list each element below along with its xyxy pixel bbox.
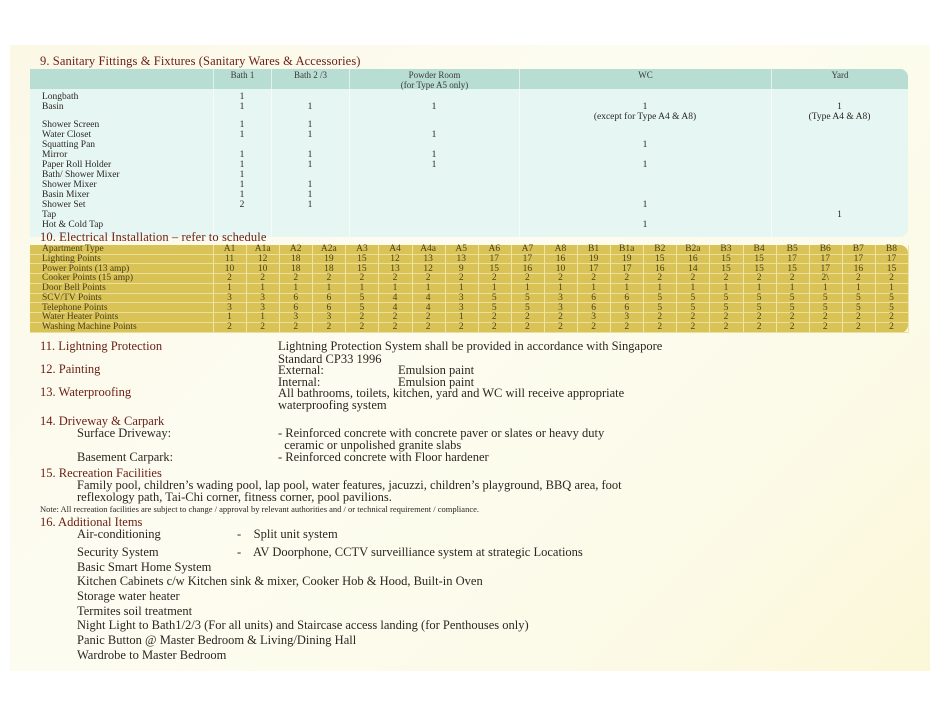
electrical-value-cell: 5 [657, 292, 663, 303]
additional-heading: 16. Additional Items [40, 515, 143, 529]
electrical-value-cell: 1 [359, 283, 365, 293]
electrical-value-cell: 9 [458, 263, 464, 274]
sanitary-row [30, 160, 908, 170]
electrical-value-cell: 2 [359, 273, 365, 284]
sanitary-row-label: Paper Roll Holder [42, 160, 112, 170]
electrical-value-cell: 5 [359, 302, 365, 313]
electrical-value-cell: 2 [822, 312, 828, 323]
electrical-value-cell: 17 [886, 253, 897, 264]
sanitary-cell-yard: 1 [837, 210, 842, 220]
sanitary-cell-bath23: 1 [307, 200, 313, 210]
sanitary-row [30, 102, 908, 122]
basement-carpark-value: - Reinforced concrete with Floor hardener [278, 450, 489, 464]
electrical-value-cell: 3 [558, 302, 563, 313]
electrical-value-cell: 17 [820, 253, 830, 264]
surface-driveway-line-1: - Reinforced concrete with concrete paver or slates or heavy duty [278, 426, 605, 440]
electrical-value-cell: 1 [525, 283, 530, 293]
sanitary-row-label: Basin [42, 102, 64, 112]
electrical-value-cell: 2 [624, 273, 630, 284]
waterproofing-heading: 13. Waterproofing [40, 385, 132, 399]
electrical-value-cell: 5 [491, 302, 497, 313]
electrical-value-cell: 2 [326, 273, 332, 284]
col-header-powder-room: Powder Room (for Type A5 only) [349, 69, 519, 89]
electrical-value-cell: 5 [855, 292, 861, 303]
electrical-row-label: SCV/TV Points [42, 292, 102, 303]
electrical-value-cell: 5 [723, 292, 729, 303]
electrical-value-cell: 2 [855, 322, 861, 332]
electrical-value-cell: 5 [690, 302, 696, 313]
col-header-bath23: Bath 2 /3 [271, 69, 349, 89]
electrical-value-cell: 5 [855, 302, 861, 313]
electrical-value-cell: 3 [624, 312, 630, 323]
electrical-value-cell: 3 [227, 292, 232, 303]
electrical-value-cell: 2 [525, 322, 530, 332]
apartment-type-cell: A1a [254, 244, 271, 254]
electrical-value-cell: 1 [491, 283, 497, 293]
sanitary-cell-powder: 1 [431, 130, 437, 140]
electrical-value-cell: 4 [425, 302, 431, 313]
additional-item: Storage water heater [77, 589, 180, 603]
electrical-value-cell: 1 [889, 283, 894, 293]
sanitary-cell-bath1: 2 [239, 200, 245, 210]
sanitary-cell-wc: 1 [642, 140, 648, 150]
electrical-value-cell: 2 [822, 322, 828, 332]
additional-item: Termites soil treatment [77, 604, 193, 618]
electrical-value-cell: 1 [293, 283, 299, 293]
electrical-value-cell: 19 [621, 253, 632, 264]
electrical-value-cell: 5 [690, 292, 696, 303]
apartment-type-cell: B8 [885, 244, 897, 254]
electrical-value-cell: 17 [489, 253, 500, 264]
electrical-value-cell: 4 [392, 302, 398, 313]
electrical-value-cell: 18 [324, 263, 334, 274]
electrical-value-cell: 15 [721, 263, 731, 274]
electrical-value-cell: 15 [721, 253, 731, 264]
sanitary-cell-bath23: 1 [307, 150, 313, 160]
electrical-value-cell: 2 [558, 312, 563, 323]
electrical-value-cell: 2 [425, 322, 431, 332]
electrical-value-cell: 15 [489, 263, 500, 274]
electrical-value-cell: 2 [789, 322, 795, 332]
electrical-value-cell: 3 [260, 302, 266, 313]
electrical-value-cell: 2 [723, 312, 729, 323]
electrical-value-cell: 13 [390, 263, 400, 274]
apartment-type-cell: B7 [852, 244, 864, 254]
sanitary-row-label: Bath/ Shower Mixer [42, 170, 120, 180]
electrical-value-cell: 2 [359, 312, 365, 323]
electrical-value-cell: 2 [227, 273, 232, 284]
lightning-line-1: Lightning Protection System shall be provided in accordance with Singapore [278, 339, 663, 353]
electrical-value-cell: 2 [525, 312, 530, 323]
electrical-value-cell: 4 [392, 292, 398, 303]
sanitary-row [30, 140, 908, 150]
electrical-value-cell: 5 [491, 292, 497, 303]
waterproofing-line-2: waterproofing system [278, 398, 387, 412]
sanitary-cell-bath1: 1 [239, 180, 245, 190]
electrical-row-label: Water Heater Points [42, 312, 119, 323]
electrical-value-cell: 1 [260, 312, 266, 323]
electrical-value-cell: 2 [855, 312, 861, 323]
electrical-value-cell: 10 [257, 263, 268, 274]
electrical-value-cell: 14 [688, 263, 698, 274]
sanitary-cell-bath1: 1 [239, 190, 245, 200]
electrical-value-cell: 17 [820, 263, 830, 274]
electrical-value-cell: 6 [624, 302, 630, 313]
electrical-value-cell: 1 [260, 283, 266, 293]
electrical-value-cell: 15 [886, 263, 897, 274]
electrical-value-cell: 15 [754, 263, 764, 274]
electrical-value-cell: 3 [326, 312, 332, 323]
electrical-value-cell: 3 [458, 302, 464, 313]
lightning-heading: 11. Lightning Protection [40, 339, 163, 353]
electrical-value-cell: 2 [260, 322, 266, 332]
painting-heading: 12. Painting [40, 362, 101, 376]
electrical-value-cell: 16 [688, 253, 698, 264]
security-value: - AV Doorphone, CCTV surveilliance system at strategic Locations [237, 545, 583, 559]
col-header-bath1: Bath 1 [213, 69, 271, 89]
electrical-value-cell: 2 [889, 273, 894, 284]
apartment-type-cell: A5 [455, 244, 468, 254]
apartment-type-cell: A4a [420, 244, 437, 254]
sanitary-cell-bath23: 1 [307, 160, 313, 170]
electrical-value-cell: 10 [224, 263, 235, 274]
electrical-value-cell: 2 [690, 312, 696, 323]
sanitary-cell-bath23: 1 [307, 180, 313, 190]
sanitary-row [30, 180, 908, 190]
electrical-value-cell: 2 [690, 273, 696, 284]
sanitary-row-label: Shower Mixer [42, 180, 97, 190]
electrical-value-cell: 1 [756, 283, 762, 293]
apartment-type-cell: A1 [223, 244, 236, 254]
electrical-value-cell: 2\ [821, 273, 829, 284]
electrical-value-cell: 2 [591, 322, 596, 332]
sanitary-cell-bath23: 1 [307, 190, 313, 200]
aircon-value: - Split unit system [237, 527, 338, 541]
electrical-value-cell: 2 [392, 273, 398, 284]
electrical-value-cell: 3 [591, 312, 596, 323]
recreation-line-1: Family pool, children’s wading pool, lap pool, water features, jacuzzi, children’s playground, BBQ area, foot [77, 478, 622, 492]
aircon-label: Air-conditioning [77, 527, 161, 541]
electrical-value-cell: 5 [525, 302, 530, 313]
electrical-value-cell: 2 [458, 273, 464, 284]
electrical-value-cell: 2 [425, 273, 431, 284]
sanitary-row-label: Shower Screen [42, 120, 100, 130]
electrical-value-cell: 1 [657, 283, 663, 293]
electrical-value-cell: 1 [425, 283, 431, 293]
electrical-value-cell: 15 [787, 263, 797, 274]
electrical-value-cell: 5 [723, 302, 729, 313]
electrical-value-cell: 2 [756, 312, 762, 323]
electrical-value-cell: 1 [624, 283, 630, 293]
electrical-value-cell: 6 [591, 302, 596, 313]
surface-driveway-line-2: ceramic or unpolished granite slabs [278, 438, 462, 452]
electrical-value-cell: 15 [754, 253, 764, 264]
sanitary-cell-powder: 1 [431, 150, 437, 160]
electrical-value-cell: 2 [657, 322, 663, 332]
sanitary-cell-bath1: 1 [239, 170, 245, 180]
electrical-value-cell: 16 [522, 263, 533, 274]
electrical-value-cell: 2 [889, 322, 894, 332]
apartment-type-cell: B6 [819, 244, 831, 254]
sanitary-cell-bath1: 1 [239, 130, 245, 140]
electrical-row-label: Power Points (13 amp) [42, 263, 130, 274]
sanitary-row-label: Shower Set [42, 200, 86, 210]
sanitary-note-wc: (except for Type A4 & A8) [593, 112, 697, 122]
electrical-value-cell: 19 [324, 253, 334, 264]
electrical-row-label: Cooker Points (15 amp) [42, 273, 134, 284]
electrical-value-cell: 5 [822, 292, 828, 303]
sanitary-row [30, 220, 908, 230]
painting-internal-label: Internal: [278, 375, 321, 389]
electrical-value-cell: 1 [789, 283, 795, 293]
electrical-value-cell: 3 [260, 292, 266, 303]
electrical-value-cell: 1 [458, 312, 464, 323]
electrical-value-cell: 2 [293, 273, 299, 284]
painting-external-label: External: [278, 363, 324, 377]
electrical-value-cell: 2 [491, 273, 497, 284]
apartment-type-cell: A8 [554, 244, 567, 254]
electrical-value-cell: 5 [359, 292, 365, 303]
electrical-value-cell: 15 [655, 253, 665, 264]
electrical-value-cell: 1 [227, 283, 232, 293]
sanitary-row-label: Mirror [42, 150, 68, 160]
sanitary-row-label: Basin Mixer [42, 190, 90, 200]
electrical-value-cell: 11 [224, 253, 235, 264]
electrical-value-cell: 13 [423, 253, 433, 264]
basement-carpark-label: Basement Carpark: [77, 450, 174, 464]
electrical-value-cell: 5 [789, 292, 795, 303]
electrical-value-cell: 2 [392, 322, 398, 332]
recreation-line-2: reflexology path, Tai-Chi corner, fitness corner, pool pavilions. [77, 490, 392, 504]
electrical-value-cell: 1 [723, 283, 729, 293]
apartment-type-cell: A7 [521, 244, 534, 254]
electrical-value-cell: 2 [723, 322, 729, 332]
electrical-value-cell: 6 [591, 292, 596, 303]
electrical-value-cell: 2 [293, 322, 299, 332]
sanitary-row-label: Longbath [42, 92, 79, 102]
electrical-value-cell: 3 [458, 292, 464, 303]
electrical-value-cell: 17 [522, 253, 533, 264]
sanitary-table [30, 69, 908, 237]
additional-item: Kitchen Cabinets c/w Kitchen sink & mixer, Cooker Hob & Hood, Built-in Oven [77, 574, 483, 588]
recreation-heading: 15. Recreation Facilities [40, 466, 162, 480]
electrical-value-cell: 2 [227, 322, 232, 332]
electrical-value-cell: 1 [690, 283, 696, 293]
electrical-value-cell: 2 [525, 273, 530, 284]
sanitary-row [30, 130, 908, 140]
apartment-type-cell: B1a [619, 244, 635, 254]
electrical-value-cell: 12 [257, 253, 268, 264]
electrical-value-cell: 5 [822, 302, 828, 313]
electrical-value-cell: 1 [458, 283, 464, 293]
electrical-value-cell: 5 [889, 292, 894, 303]
electrical-value-cell: 2 [756, 322, 762, 332]
apartment-type-cell: B2 [654, 244, 666, 254]
electrical-value-cell: 1 [822, 283, 828, 293]
electrical-value-cell: 5 [525, 292, 530, 303]
electrical-value-cell: 17 [853, 253, 864, 264]
sanitary-row [30, 150, 908, 160]
electrical-value-cell: 15 [357, 263, 367, 274]
apartment-type-cell: B1 [588, 244, 600, 254]
apartment-type-cell: B2a [685, 244, 701, 254]
electrical-value-cell: 2 [425, 312, 431, 323]
electrical-row-label: Telephone Points [42, 302, 108, 313]
additional-item: Panic Button @ Master Bedroom & Living/Dining Hall [77, 633, 357, 647]
electrical-value-cell: 15 [357, 253, 367, 264]
electrical-value-cell: 1 [227, 312, 232, 323]
sanitary-cell-powder: 1 [431, 102, 437, 112]
sanitary-table-header [30, 69, 908, 89]
electrical-value-cell: 18 [290, 263, 301, 274]
apartment-type-cell: A3 [356, 244, 368, 254]
sanitary-cell-wc: 1 [642, 200, 648, 210]
electrical-value-cell: 2 [789, 312, 795, 323]
electrical-value-cell: 5 [756, 302, 762, 313]
sanitary-row-label: Tap [42, 210, 57, 220]
electrical-value-cell: 13 [456, 253, 466, 264]
surface-driveway-label: Surface Driveway: [77, 426, 172, 440]
sanitary-title: 9. Sanitary Fittings & Fixtures (Sanitary Wares & Accessories) [40, 54, 361, 68]
electrical-value-cell: 2 [491, 312, 497, 323]
sanitary-cell-bath1: 1 [239, 120, 245, 130]
electrical-value-cell: 5 [889, 302, 894, 313]
sanitary-row-label: Water Closet [42, 130, 92, 140]
painting-internal-value: Emulsion paint [398, 375, 475, 389]
electrical-value-cell: 6 [293, 302, 299, 313]
col-header-yard: Yard [771, 69, 908, 89]
sanitary-row-label: Squatting Pan [42, 140, 96, 150]
recreation-note: Note: All recreation facilities are subject to change / approval by relevant authorities and / or technical requirement / compliance. [40, 504, 479, 514]
sanitary-cell-bath23: 1 [307, 120, 313, 130]
electrical-value-cell: 2 [558, 273, 563, 284]
apartment-type-cell: A4 [389, 244, 401, 254]
security-label: Security System [77, 545, 159, 559]
electrical-row-label: Apartment Type [42, 244, 104, 254]
electrical-value-cell: 2 [392, 312, 398, 323]
sanitary-cell-powder: 1 [431, 160, 437, 170]
sanitary-row [30, 170, 908, 180]
electrical-value-cell: 4 [425, 292, 431, 303]
electrical-value-cell: 2 [260, 273, 266, 284]
electrical-value-cell: 16 [655, 263, 665, 274]
electrical-row-label: Lighting Points [42, 253, 101, 264]
electrical-value-cell: 6 [293, 292, 299, 303]
sanitary-row [30, 200, 908, 210]
apartment-type-cell: B5 [786, 244, 798, 254]
sanitary-cell-bath1: 1 [239, 102, 245, 112]
electrical-value-cell: 5 [657, 302, 663, 313]
electrical-value-cell: 2 [789, 273, 795, 284]
apartment-type-cell: A2a [320, 244, 337, 254]
electrical-row-label: Door Bell Points [42, 283, 106, 293]
electrical-value-cell: 2 [657, 312, 663, 323]
col-header-wc: WC [519, 69, 771, 89]
sanitary-row [30, 210, 908, 220]
sanitary-cell-wc: 1 [642, 102, 648, 112]
sanitary-cell-yard: 1 [837, 102, 842, 112]
electrical-value-cell: 2 [491, 322, 497, 332]
electrical-row-label: Washing Machine Points [42, 322, 137, 332]
electrical-value-cell: 2 [657, 273, 663, 284]
apartment-type-cell: A2 [289, 244, 302, 254]
electrical-value-cell: 3 [227, 302, 232, 313]
electrical-value-cell: 2 [624, 322, 630, 332]
sanitary-cell-bath1: 1 [239, 150, 245, 160]
electrical-value-cell: 2 [458, 322, 464, 332]
electrical-value-cell: 10 [555, 263, 566, 274]
electrical-value-cell: 12 [423, 263, 433, 274]
electrical-value-cell: 1 [591, 283, 596, 293]
lightning-line-2: Standard CP33 1996 [278, 352, 382, 366]
spec-page [10, 45, 930, 671]
additional-item: Wardrobe to Master Bedroom [77, 648, 227, 662]
electrical-value-cell: 2 [723, 273, 729, 284]
electrical-value-cell: 3 [558, 292, 563, 303]
electrical-value-cell: 2 [591, 273, 596, 284]
electrical-value-cell: 6 [624, 292, 630, 303]
sanitary-row [30, 120, 908, 130]
electrical-value-cell: 2 [855, 273, 861, 284]
sanitary-cell-bath23: 1 [307, 130, 313, 140]
apartment-type-cell: B3 [720, 244, 732, 254]
electrical-value-cell: 17 [787, 253, 797, 264]
electrical-value-cell: 2 [558, 322, 563, 332]
electrical-title: 10. Electrical Installation – refer to schedule [40, 230, 267, 244]
electrical-value-cell: 17 [588, 263, 599, 274]
electrical-value-cell: 18 [290, 253, 301, 264]
electrical-value-cell: 2 [690, 322, 696, 332]
sanitary-row-label: Hot & Cold Tap [42, 220, 104, 230]
painting-external-value: Emulsion paint [398, 363, 475, 377]
driveway-heading: 14. Driveway & Carpark [40, 414, 165, 428]
electrical-value-cell: 17 [621, 263, 632, 274]
electrical-value-cell: 2 [756, 273, 762, 284]
additional-item: Basic Smart Home System [77, 560, 212, 574]
electrical-value-cell: 16 [555, 253, 566, 264]
sanitary-row [30, 190, 908, 200]
electrical-value-cell: 12 [390, 253, 400, 264]
electrical-table [30, 245, 908, 333]
electrical-value-cell: 16 [853, 263, 864, 274]
electrical-value-cell: 2 [326, 322, 332, 332]
electrical-value-cell: 1 [392, 283, 398, 293]
electrical-value-cell: 5 [789, 302, 795, 313]
electrical-value-cell: 1 [855, 283, 861, 293]
sanitary-row [30, 92, 908, 102]
electrical-value-cell: 1 [558, 283, 563, 293]
electrical-value-cell: 6 [326, 292, 332, 303]
apartment-type-cell: B4 [753, 244, 765, 254]
electrical-value-cell: 6 [326, 302, 332, 313]
electrical-value-cell: 1 [326, 283, 332, 293]
apartment-type-cell: A6 [488, 244, 501, 254]
sanitary-cell-wc: 1 [642, 160, 648, 170]
electrical-value-cell: 5 [756, 292, 762, 303]
additional-item: Night Light to Bath1/2/3 (For all units) and Staircase access landing (for Penthouses only) [77, 618, 529, 632]
electrical-value-cell: 3 [293, 312, 299, 323]
waterproofing-line-1: All bathrooms, toilets, kitchen, yard and WC will receive appropriate [278, 386, 625, 400]
electrical-value-cell: 19 [588, 253, 599, 264]
sanitary-cell-bath1: 1 [239, 92, 245, 102]
sanitary-cell-bath1: 1 [239, 160, 245, 170]
sanitary-cell-bath23: 1 [307, 102, 313, 112]
sanitary-note-yard: (Type A4 & A8) [808, 112, 871, 122]
electrical-value-cell: 2 [889, 312, 894, 323]
sanitary-cell-wc: 1 [642, 220, 648, 230]
electrical-value-cell: 2 [359, 322, 365, 332]
